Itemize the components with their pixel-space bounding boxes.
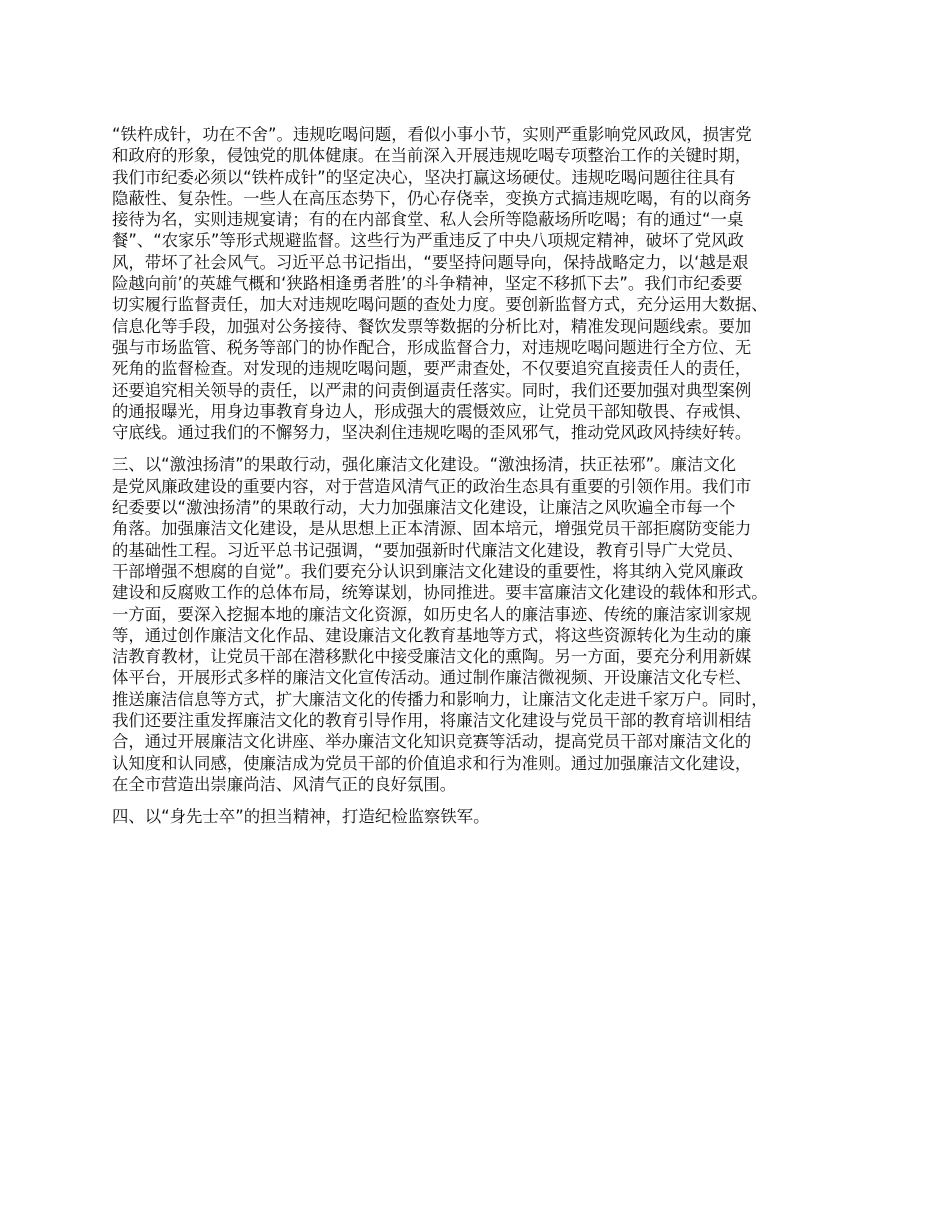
text-line: 的通报曝光，用身边事教育身边人，形成强大的震慑效应，让党员干部知敬畏、存戒惧、 xyxy=(112,401,752,421)
text-line: 干部增强不想腐的自觉”。我们要充分认识到廉洁文化建设的重要性，将其纳入党风廉政 xyxy=(112,561,744,581)
text-line: 隐蔽性、复杂性。一些人在高压态势下，仍心存侥幸，变换方式搞违规吃喝，有的以商务 xyxy=(112,188,752,208)
text-line: 还要追究相关领导的责任，以严肃的问责倒逼责任落实。同时，我们还要加强对典型案例 xyxy=(112,380,752,400)
section-heading: 四、以“身先士卒”的担当精神，打造纪检监察铁军。 xyxy=(112,807,490,827)
text-line: 和政府的形象，侵蚀党的肌体健康。在当前深入开展违规吃喝专项整治工作的关键时期， xyxy=(112,146,752,166)
text-line: 体平台，开展形式多样的廉洁文化宣传活动。通过制作廉洁微视频、开设廉洁文化专栏、 xyxy=(112,668,752,688)
text-line: 洁教育教材，让党员干部在潜移默化中接受廉洁文化的熏陶。另一方面，要充分利用新媒 xyxy=(112,647,752,667)
text-line: 认知度和认同感，使廉洁成为党员干部的价值追求和行为准则。通过加强廉洁文化建设， xyxy=(112,753,752,773)
paragraph-1 xyxy=(112,124,858,443)
text-line: 餐”、“农家乐”等形式规避监督。这些行为严重违反了中央八项规定精神，破坏了党风政 xyxy=(112,231,744,251)
document-body xyxy=(112,124,858,839)
text-line: 一方面，要深入挖掘本地的廉洁文化资源，如历史名人的廉洁事迹、传统的廉洁家训家规 xyxy=(112,604,752,624)
text-line: 是党风廉政建设的重要内容，对于营造风清气正的政治生态具有重要的引领作用。我们市 xyxy=(112,476,752,496)
text-line: 的基础性工程。习近平总书记强调，“要加强新时代廉洁文化建设，教育引导广大党员、 xyxy=(112,540,744,560)
text-line: 我们还要注重发挥廉洁文化的教育引导作用，将廉洁文化建设与党员干部的教育培训相结 xyxy=(112,711,752,731)
paragraph-3 xyxy=(112,806,858,827)
text-line: 险越向前’的英雄气概和‘狭路相逢勇者胜’的斗争精神，坚定不移抓下去”。我们市纪委要 xyxy=(112,274,743,294)
text-line: 信息化等手段，加强对公务接待、餐饮发票等数据的分析比对，精准发现问题线索。要加 xyxy=(112,316,752,336)
text-line: 推送廉洁信息等方式，扩大廉洁文化的传播力和影响力，让廉洁文化走进千家万户。同时， xyxy=(112,689,768,709)
text-line: 在全市营造出崇廉尚洁、风清气正的良好氛围。 xyxy=(112,774,457,794)
text-line: 角落。加强廉洁文化建设，是从思想上正本清源、固本培元，增强党员干部拒腐防变能力 xyxy=(112,519,752,539)
text-line: 三、以“激浊扬清”的果敢行动，强化廉洁文化建设。“激浊扬清，扶正祛邪”。廉洁文化 xyxy=(112,455,737,475)
text-line: 强与市场监管、税务等部门的协作配合，形成监督合力，对违规吃喝问题进行全方位、无 xyxy=(112,337,752,357)
text-line: 合，通过开展廉洁文化讲座、举办廉洁文化知识竞赛等活动，提高党员干部对廉洁文化的 xyxy=(112,732,752,752)
text-line: “铁杵成针，功在不舍”。违规吃喝问题，看似小事小节，实则严重影响党风政风，损害党 xyxy=(112,125,752,144)
text-line: 我们市纪委必须以“铁杵成针”的坚定决心，坚决打赢这场硬仗。违规吃喝问题往往具有 xyxy=(112,167,736,187)
text-line: 风，带坏了社会风气。习近平总书记指出，“要坚持问题导向，保持战略定力，以‘越是艰 xyxy=(112,252,749,272)
text-line: 守底线。通过我们的不懈努力，坚决刹住违规吃喝的歪风邪气，推动党风政风持续好转。 xyxy=(112,423,752,443)
paragraph-2 xyxy=(112,454,858,795)
text-line: 接待为名，实则违规宴请；有的在内部食堂、私人会所等隐蔽场所吃喝；有的通过“一桌 xyxy=(112,210,744,230)
text-line: 纪委要以“激浊扬清”的果敢行动，大力加强廉洁文化建设，让廉洁之风吹遍全市每一个 xyxy=(112,498,736,518)
text-line: 切实履行监督责任，加大对违规吃喝问题的查处力度。要创新监督方式，充分运用大数据、 xyxy=(112,295,768,315)
text-line: 建设和反腐败工作的总体布局，统筹谋划，协同推进。要丰富廉洁文化建设的载体和形式。 xyxy=(112,583,768,603)
text-line: 等，通过创作廉洁文化作品、建设廉洁文化教育基地等方式，将这些资源转化为生动的廉 xyxy=(112,625,752,645)
text-line: 死角的监督检查。对发现的违规吃喝问题，要严肃查处，不仅要追究直接责任人的责任， xyxy=(112,359,752,379)
